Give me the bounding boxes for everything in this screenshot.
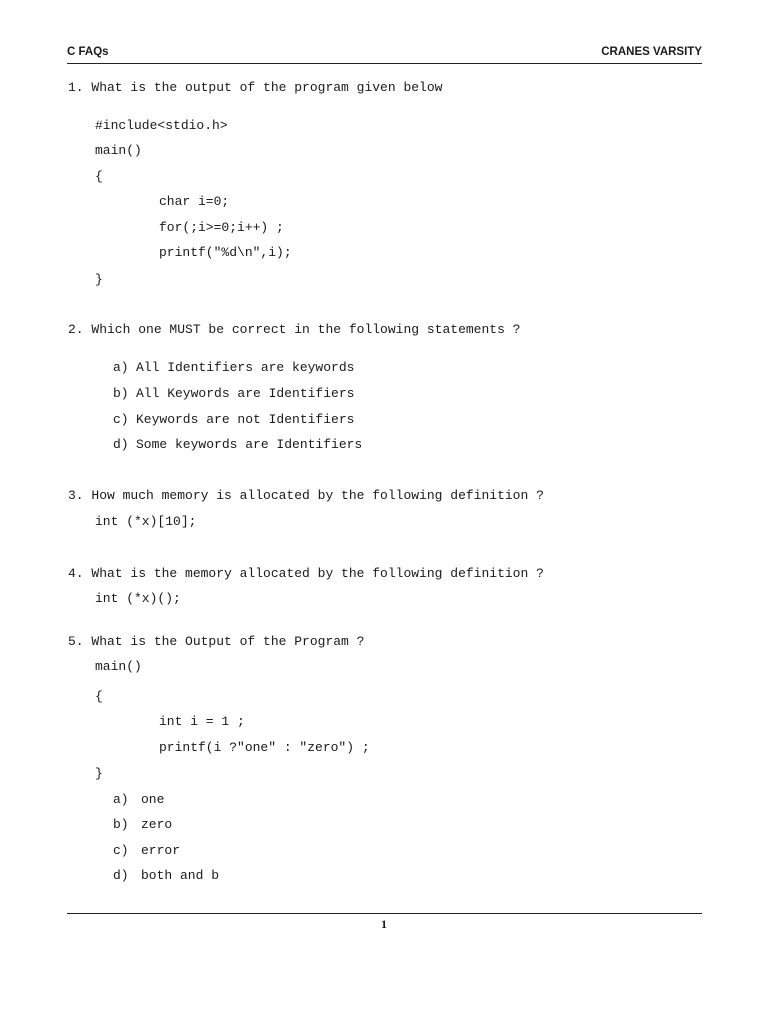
q2-option-b	[113, 386, 354, 402]
q1-code-line: #include<stdio.h>	[95, 118, 228, 133]
option-label: d)	[113, 437, 129, 452]
q1-code-line: main()	[95, 143, 142, 158]
page-number: 1	[381, 917, 387, 931]
option-text: both and b	[141, 868, 220, 883]
header-org: CRANES VARSITY	[601, 46, 702, 58]
q2-option-c	[113, 412, 354, 428]
page-header	[67, 46, 702, 58]
q5-code-line: }	[95, 766, 103, 781]
q2-option-d	[113, 437, 362, 453]
header-title: C FAQs	[67, 46, 109, 58]
option-label: a)	[113, 792, 129, 807]
q5-option-d	[113, 868, 219, 884]
q1-code-line: for(;i>=0;i++) ;	[159, 220, 284, 235]
question-1: 1. What is the output of the program given below	[68, 80, 443, 95]
question-5: 5. What is the Output of the Program ?	[68, 634, 365, 649]
option-label: b)	[113, 817, 129, 832]
q4-code-line: int (*x)();	[95, 591, 181, 606]
option-label: a)	[113, 360, 129, 375]
q1-code-line: printf("%d\n",i);	[159, 245, 292, 260]
q5-code-line: {	[95, 689, 103, 704]
q5-option-b	[113, 817, 172, 833]
option-label: c)	[113, 412, 129, 427]
option-text: All Keywords are Identifiers	[136, 386, 355, 401]
option-text: Some keywords are Identifiers	[136, 437, 363, 452]
header-rule	[67, 63, 702, 64]
option-text: zero	[141, 817, 173, 832]
q1-code-line: char i=0;	[159, 194, 230, 209]
option-text: Keywords are not Identifiers	[136, 412, 355, 427]
q5-option-c	[113, 843, 180, 859]
option-text: error	[141, 843, 181, 858]
option-text: All Identifiers are keywords	[136, 360, 355, 375]
q1-code-line: {	[95, 169, 103, 184]
option-label: c)	[113, 843, 129, 858]
option-text: one	[141, 792, 165, 807]
q5-code-line: main()	[95, 659, 142, 674]
question-2: 2. Which one MUST be correct in the following statements ?	[68, 322, 521, 337]
q1-code-line: }	[95, 272, 103, 287]
q5-option-a	[113, 792, 164, 808]
q5-code-line: int i = 1 ;	[159, 714, 245, 729]
q2-option-a	[113, 360, 354, 376]
question-4: 4. What is the memory allocated by the following definition ?	[68, 566, 544, 581]
question-3: 3. How much memory is allocated by the following definition ?	[68, 488, 544, 503]
q3-code-line: int (*x)[10];	[95, 514, 197, 529]
option-label: b)	[113, 386, 129, 401]
q5-code-line: printf(i ?"one" : "zero") ;	[159, 740, 370, 755]
footer-rule	[67, 913, 702, 914]
option-label: d)	[113, 868, 129, 883]
